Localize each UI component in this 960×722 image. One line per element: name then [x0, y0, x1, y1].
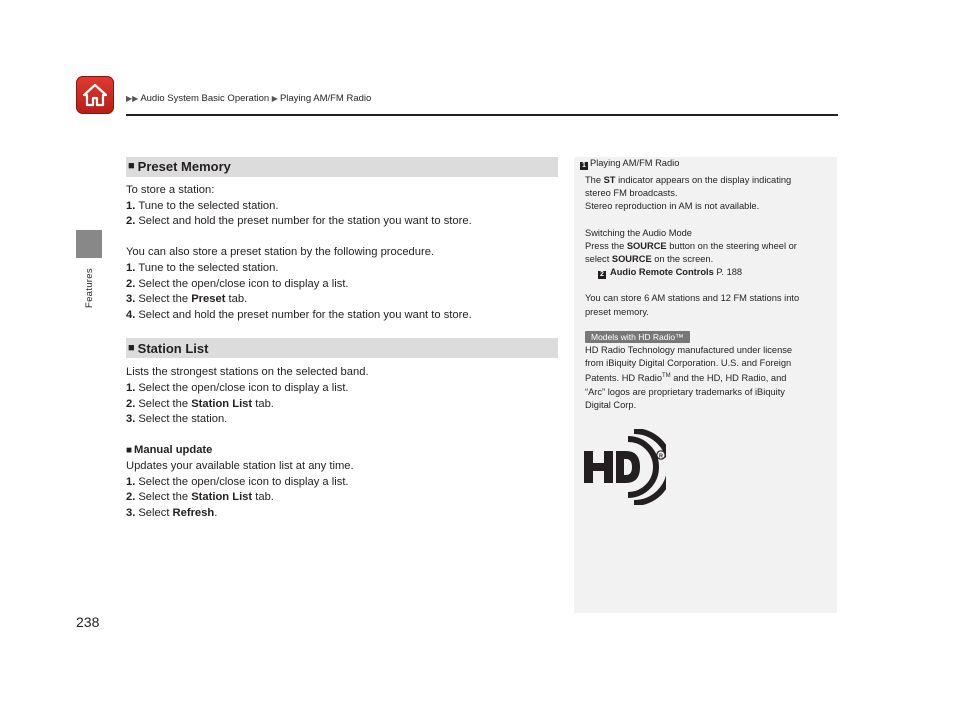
- section-label: Features: [84, 268, 95, 308]
- note-line: The ST indicator appears on the display indicating: [585, 175, 792, 185]
- step-item: 4. Select and hold the preset number for the station you want to store.: [126, 308, 472, 321]
- note-line: Press the SOURCE button on the steering wheel or: [585, 240, 797, 251]
- svg-text:R: R: [659, 453, 663, 460]
- reference-arrow-icon: 2: [598, 271, 606, 279]
- home-icon: [82, 83, 108, 107]
- breadcrumb-arrow-icon: ▶▶: [126, 94, 139, 103]
- note-line: Stereo reproduction in AM is not available.: [585, 201, 760, 212]
- square-bullet-icon: ■: [128, 341, 135, 354]
- step-item: 2. Select and hold the preset number for the station you want to store.: [126, 215, 472, 228]
- step-item: 3. Select the station.: [126, 413, 228, 426]
- section-heading-station-list: ■ Station List: [126, 338, 558, 358]
- cross-reference-link[interactable]: 2 Audio Remote Controls P. 188: [585, 266, 830, 279]
- square-bullet-icon: ■: [126, 445, 133, 457]
- note-line: Digital Corp.: [585, 399, 637, 410]
- note-line: stereo FM broadcasts.: [585, 188, 678, 199]
- note-line: select SOURCE on the screen.: [585, 254, 714, 265]
- main-content: [126, 157, 558, 521]
- step-item: 1. Tune to the selected station.: [126, 199, 279, 212]
- subheading-manual-update: ■ Manual update: [126, 444, 213, 457]
- note-line: preset memory.: [585, 306, 649, 317]
- paragraph: Updates your available station list at any time.: [126, 459, 354, 472]
- step-item: 1. Select the open/close icon to display a list.: [126, 475, 349, 488]
- step-item: 2. Select the open/close icon to display a list.: [126, 277, 349, 290]
- step-item: 2. Select the Station List tab.: [126, 397, 274, 410]
- step-item: 3. Select the Preset tab.: [126, 293, 248, 306]
- note-line: “Arc” logos are proprietary trademarks of iBiquity: [585, 386, 785, 397]
- note-line: Patents. HD Radio™ and the HD, HD Radio, and: [585, 373, 787, 384]
- note-line: from iBiquity Digital Corporation. U.S. and Foreign: [585, 358, 792, 369]
- note-subtitle: Switching the Audio Mode: [585, 227, 692, 238]
- sidebar-title: 1 Playing AM/FM Radio: [580, 157, 679, 170]
- note-flag-icon: 1: [580, 162, 588, 170]
- paragraph: Lists the strongest stations on the selected band.: [126, 366, 369, 379]
- paragraph: You can also store a preset station by the following procedure.: [126, 246, 435, 259]
- breadcrumb-item[interactable]: Audio System Basic Operation: [140, 93, 270, 104]
- breadcrumb: [126, 93, 371, 104]
- header-divider: [126, 114, 838, 116]
- section-tab: [76, 230, 102, 258]
- home-button[interactable]: [76, 76, 114, 114]
- sidebar-notes: [574, 157, 837, 613]
- note-line: You can store 6 AM stations and 12 FM stations into: [585, 293, 800, 304]
- breadcrumb-item[interactable]: Playing AM/FM Radio: [279, 93, 372, 104]
- step-item: 2. Select the Station List tab.: [126, 491, 274, 504]
- step-item: 1. Select the open/close icon to display a list.: [126, 381, 349, 394]
- model-badge: Models with HD Radio™: [585, 331, 690, 343]
- hd-radio-logo-icon: [582, 429, 666, 505]
- page-number: 238: [76, 614, 100, 630]
- step-item: 3. Select Refresh.: [126, 506, 218, 519]
- square-bullet-icon: ■: [128, 160, 135, 173]
- paragraph: To store a station:: [126, 184, 215, 196]
- breadcrumb-arrow-icon: ▶: [271, 94, 278, 103]
- step-item: 1. Tune to the selected station.: [126, 261, 279, 274]
- section-heading-preset-memory: ■ Preset Memory: [126, 157, 558, 177]
- note-line: HD Radio Technology manufactured under license: [585, 345, 793, 356]
